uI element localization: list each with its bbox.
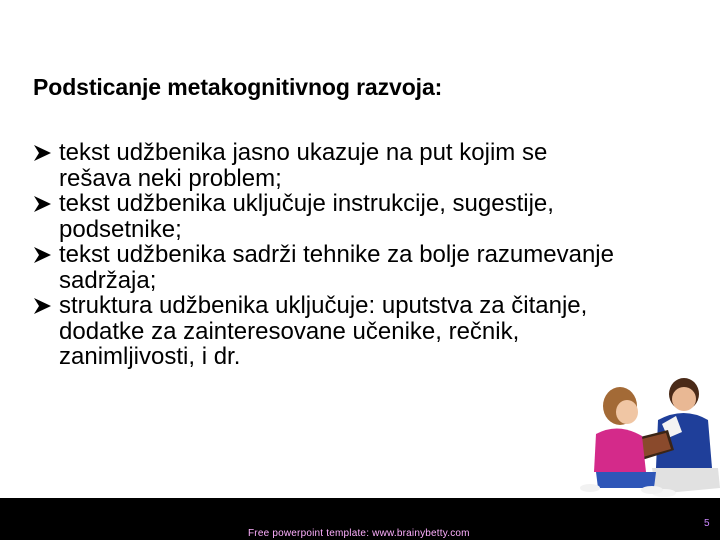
footer-bar (0, 498, 720, 540)
page-number: 5 (704, 518, 710, 529)
footer-credit: Free powerpoint template: www.brainybetty.com (248, 528, 470, 539)
arrow-bullet-icon (33, 195, 53, 213)
arrow-bullet-icon (33, 246, 53, 264)
bullet-text: tekst udžbenika uključuje instrukcije, sugestije, podsetnike; (59, 190, 554, 243)
children-reading-photo (572, 372, 720, 498)
bullet-item (33, 140, 623, 191)
bullet-item (33, 242, 623, 293)
bullet-text: tekst udžbenika sadrži tehnike za bolje razumevanje sadržaja; (59, 241, 614, 294)
arrow-bullet-icon (33, 144, 53, 162)
slide-title: Podsticanje metakognitivnog razvoja: (33, 74, 443, 100)
bullet-text: tekst udžbenika jasno ukazuje na put kojim se rešava neki problem; (59, 139, 548, 192)
bullet-text: struktura udžbenika uključuje: uputstva za čitanje, dodatke za zainteresovane učenike, rečnik, zanimljivosti, i dr. (59, 292, 588, 370)
arrow-bullet-icon (33, 297, 53, 315)
bullet-item (33, 191, 623, 242)
bullet-list (33, 140, 623, 370)
bullet-item (33, 293, 623, 370)
